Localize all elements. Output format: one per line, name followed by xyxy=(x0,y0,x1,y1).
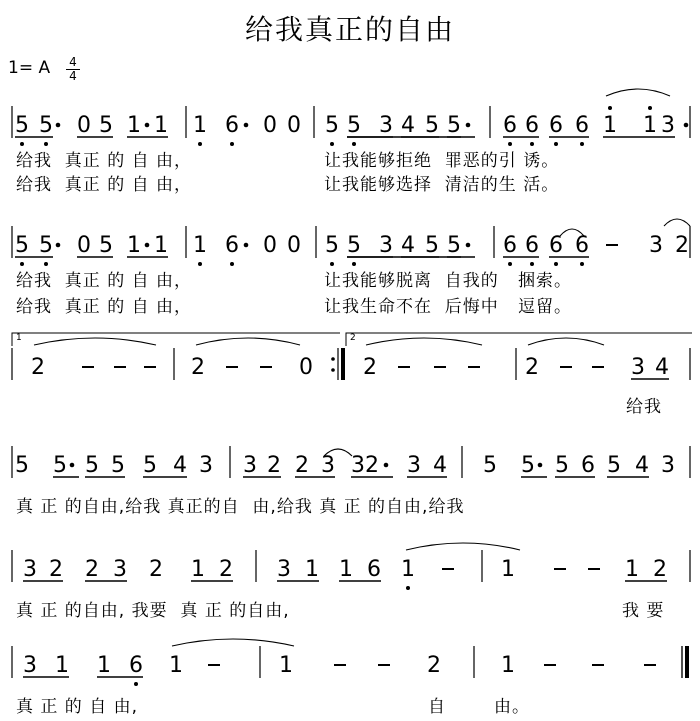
note-numeral: 2 xyxy=(191,355,205,380)
lyric-line: 真 正 的自由,给我 真正的自 由,给我 真 正 的自由,给我 xyxy=(16,497,465,517)
note-numeral: 3 xyxy=(631,355,645,380)
volta-2-label: 2 xyxy=(350,333,356,343)
note-numeral: 5 xyxy=(521,453,535,478)
note-numeral: 6 xyxy=(575,233,589,258)
note-numeral: 1 xyxy=(501,653,515,678)
note-numeral: 5 xyxy=(447,113,461,138)
repeat-barline-thick xyxy=(341,348,345,380)
octave-dot-low xyxy=(406,586,410,590)
note-numeral: 5 xyxy=(607,453,621,478)
note-numeral: 4 xyxy=(655,355,669,380)
note-numeral: 1 xyxy=(169,653,183,678)
key-signature: 1= A xyxy=(8,58,51,78)
final-barline-thick xyxy=(685,646,689,678)
augmentation-dot xyxy=(244,123,249,128)
lyric-line: 给我 真正 的 自 由， xyxy=(16,297,193,317)
augmentation-dot xyxy=(384,463,389,468)
note-numeral: 5 xyxy=(99,233,113,258)
note-numeral: 3 xyxy=(661,453,675,478)
note-numeral: 6 xyxy=(525,113,539,138)
note-numeral: 1 xyxy=(193,233,207,258)
time-signature-bottom: 4 xyxy=(66,69,80,83)
augmentation-dot xyxy=(684,123,689,128)
note-numeral: 2 xyxy=(31,355,45,380)
note-numeral: 4 xyxy=(401,233,415,258)
note-numeral: 6 xyxy=(503,113,517,138)
note-numeral: 5 xyxy=(347,233,361,258)
note-numeral: 0 xyxy=(299,355,313,380)
slur-tie xyxy=(34,338,156,345)
augmentation-dot xyxy=(56,123,61,128)
lyric-line: 让我能够拒绝 罪恶的引 诱。 xyxy=(324,151,560,171)
repeat-dot xyxy=(331,357,335,361)
slur-tie xyxy=(406,543,520,550)
note-numeral: 5 xyxy=(447,233,461,258)
note-numeral: 5 xyxy=(85,453,99,478)
octave-dot-high xyxy=(648,106,652,110)
volta-bracket-1 xyxy=(12,333,340,346)
octave-dot-low xyxy=(134,682,138,686)
lyric-line: 给我 真正 的 自 由， xyxy=(16,271,193,291)
note-numeral: 2 xyxy=(267,453,281,478)
note-numeral: 4 xyxy=(401,113,415,138)
note-numeral: 2 xyxy=(85,557,99,582)
note-numeral: 1 xyxy=(625,557,639,582)
note-numeral: 5 xyxy=(143,453,157,478)
octave-dot-low xyxy=(230,142,234,146)
note-numeral: 6 xyxy=(549,233,563,258)
note-numeral: 3 xyxy=(379,113,393,138)
augmentation-dot xyxy=(538,463,543,468)
repeat-dot xyxy=(331,368,335,372)
time-signature-top: 4 xyxy=(69,55,77,69)
note-numeral: 1 xyxy=(127,233,141,258)
note-numeral: 6 xyxy=(225,233,239,258)
note-numeral: 5 xyxy=(483,453,497,478)
note-numeral: 6 xyxy=(575,113,589,138)
lyric-line: 让我能够选择 清洁的生 活。 xyxy=(324,175,560,195)
note-numeral: 1 xyxy=(339,557,353,582)
note-numeral: 1 xyxy=(603,113,617,138)
augmentation-dot xyxy=(244,243,249,248)
slur-tie xyxy=(366,338,482,345)
note-numeral: 3 xyxy=(351,453,365,478)
note-numeral: 5 xyxy=(347,113,361,138)
note-numeral: 1 xyxy=(55,653,69,678)
note-numeral: 2 xyxy=(427,653,441,678)
note-numeral: 1 xyxy=(154,113,168,138)
note-numeral: 3 xyxy=(23,557,37,582)
augmentation-dot xyxy=(145,123,150,128)
lyric-line: 让我能够脱离 自我的 捆索。 xyxy=(324,271,573,291)
note-numeral: 1 xyxy=(193,113,207,138)
note-numeral: 6 xyxy=(225,113,239,138)
note-numeral: 0 xyxy=(287,113,301,138)
note-numeral: 1 xyxy=(97,653,111,678)
augmentation-dot xyxy=(466,243,471,248)
note-numeral: 5 xyxy=(111,453,125,478)
lyric-line: 给我 真正 的 自 由， xyxy=(16,151,193,171)
note-numeral: 1 xyxy=(401,557,415,582)
note-numeral: 1 xyxy=(643,113,657,138)
slur-tie xyxy=(664,219,690,226)
note-numeral: 2 xyxy=(365,453,379,478)
note-numeral: 2 xyxy=(149,557,163,582)
lyric-line: 由。 xyxy=(494,697,530,717)
octave-dot-low xyxy=(198,142,202,146)
note-numeral: 1 xyxy=(127,113,141,138)
lyric-line: 自 xyxy=(428,697,446,717)
lyric-line: 真 正 的自由, 我要 真 正 的自由, xyxy=(16,601,290,621)
note-numeral: 5 xyxy=(425,113,439,138)
slur-tie xyxy=(528,338,604,345)
note-numeral: 6 xyxy=(367,557,381,582)
note-numeral: 5 xyxy=(325,113,339,138)
augmentation-dot xyxy=(145,243,150,248)
note-numeral: 0 xyxy=(77,113,91,138)
note-numeral: 3 xyxy=(407,453,421,478)
note-numeral: 0 xyxy=(77,233,91,258)
slur-tie xyxy=(172,639,294,646)
note-numeral: 2 xyxy=(363,355,377,380)
note-numeral: 6 xyxy=(525,233,539,258)
note-numeral: 6 xyxy=(549,113,563,138)
note-numeral: 5 xyxy=(39,113,53,138)
note-numeral: 5 xyxy=(555,453,569,478)
note-numeral: 0 xyxy=(263,113,277,138)
note-numeral: 4 xyxy=(173,453,187,478)
note-numeral: 1 xyxy=(279,653,293,678)
note-numeral: 6 xyxy=(129,653,143,678)
note-numeral: 6 xyxy=(503,233,517,258)
note-numeral: 3 xyxy=(321,453,335,478)
lyric-line: 我 要 xyxy=(622,601,665,621)
note-numeral: 2 xyxy=(675,233,689,258)
note-numeral: 5 xyxy=(39,233,53,258)
note-numeral: 1 xyxy=(305,557,319,582)
note-numeral: 3 xyxy=(23,653,37,678)
note-numeral: 4 xyxy=(635,453,649,478)
octave-dot-low xyxy=(580,142,584,146)
note-numeral: 2 xyxy=(295,453,309,478)
note-numeral: 5 xyxy=(425,233,439,258)
note-numeral: 5 xyxy=(15,113,29,138)
song-title: 给我真正的自由 xyxy=(244,13,455,46)
augmentation-dot xyxy=(466,123,471,128)
note-numeral: 5 xyxy=(99,113,113,138)
note-numeral: 3 xyxy=(277,557,291,582)
octave-dot-high xyxy=(608,106,612,110)
lyric-line: 让我生命不在 后悔中 逗留。 xyxy=(324,297,573,317)
note-numeral: 3 xyxy=(649,233,663,258)
note-numeral: 0 xyxy=(263,233,277,258)
octave-dot-low xyxy=(198,262,202,266)
note-numeral: 0 xyxy=(287,233,301,258)
note-numeral: 3 xyxy=(199,453,213,478)
note-numeral: 2 xyxy=(525,355,539,380)
note-numeral: 6 xyxy=(581,453,595,478)
note-numeral: 1 xyxy=(501,557,515,582)
note-numeral: 4 xyxy=(433,453,447,478)
note-numeral: 5 xyxy=(15,233,29,258)
slur-tie xyxy=(606,89,670,96)
note-numeral: 2 xyxy=(219,557,233,582)
note-numeral: 5 xyxy=(15,453,29,478)
note-numeral: 1 xyxy=(191,557,205,582)
lyric-line: 真 正 的 自 由, xyxy=(16,697,139,717)
augmentation-dot xyxy=(70,463,75,468)
note-numeral: 2 xyxy=(49,557,63,582)
note-numeral: 3 xyxy=(243,453,257,478)
volta-1-label: 1 xyxy=(16,333,22,343)
note-numeral: 5 xyxy=(53,453,67,478)
note-numeral: 5 xyxy=(325,233,339,258)
note-numeral: 3 xyxy=(379,233,393,258)
octave-dot-low xyxy=(230,262,234,266)
augmentation-dot xyxy=(56,243,61,248)
lyric-line: 给我 xyxy=(626,397,662,417)
octave-dot-low xyxy=(580,262,584,266)
note-numeral: 3 xyxy=(113,557,127,582)
note-numeral: 3 xyxy=(661,113,675,138)
lyric-line: 给我 真正 的 自 由， xyxy=(16,175,193,195)
note-numeral: 2 xyxy=(653,557,667,582)
slur-tie xyxy=(196,338,300,345)
note-numeral: 1 xyxy=(154,233,168,258)
